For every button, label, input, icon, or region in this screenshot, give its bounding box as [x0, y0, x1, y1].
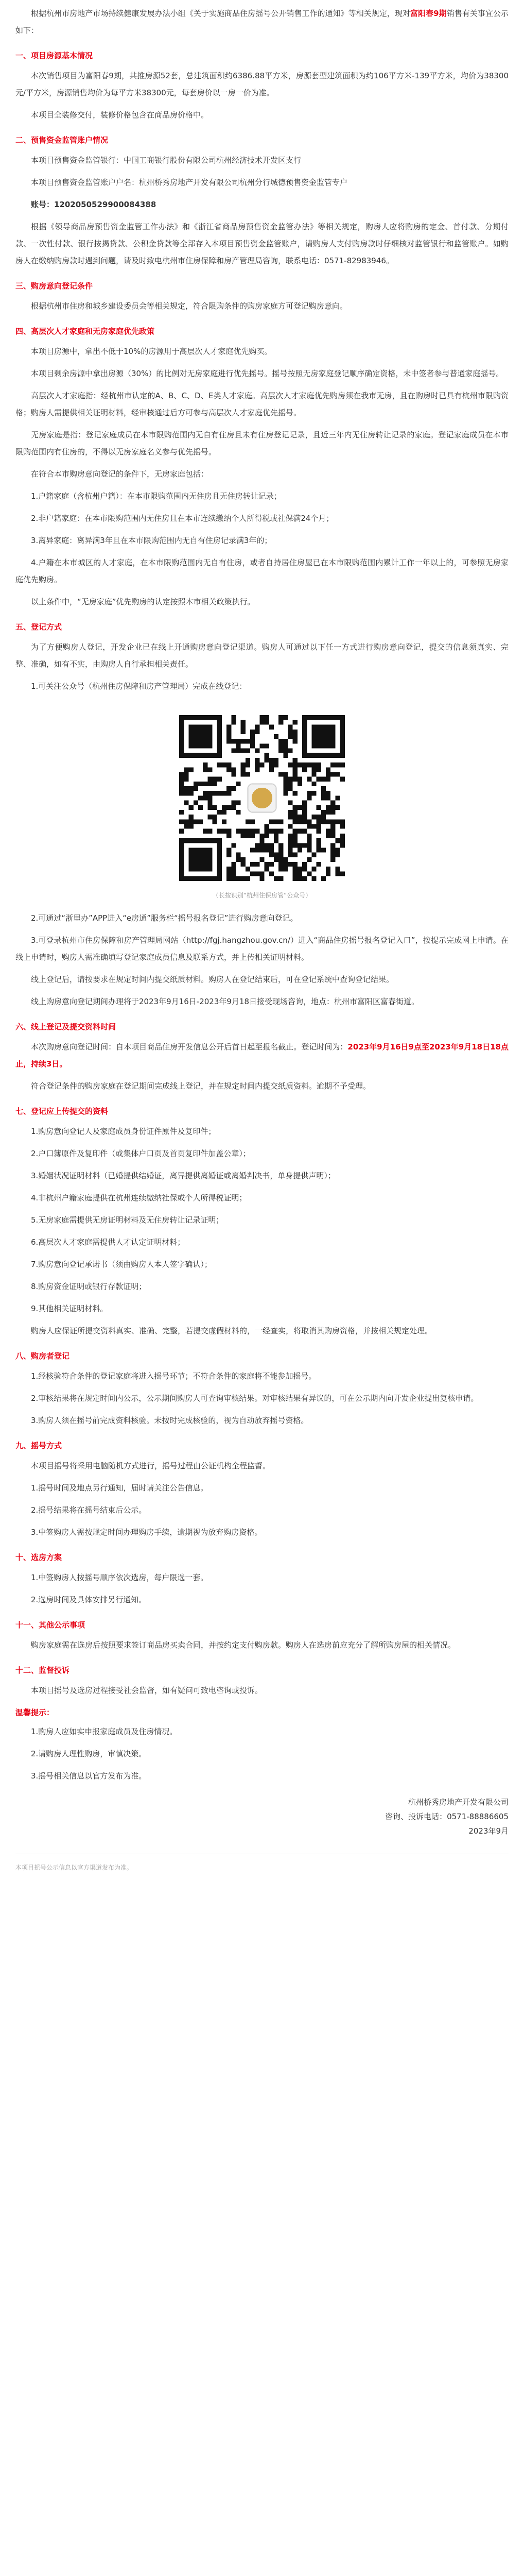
- section-title-6: 六、线上登记及提交资料时间: [15, 1022, 116, 1031]
- section-10-p2: 2.选房时间及具体安排另行通知。: [31, 1595, 147, 1604]
- section-2-line: 根据《领导商品房预售资金监管工作办法》和《浙江省商品房预售资金监管办法》等相关规定，购房人应将购房的定金、首付款、分期付款、一次性付款、银行按揭贷款、公积金贷款等全部存入本项目预售资金监管账户，请购房人支付购房款时仔细核对监管银行和监管账户。如购房人在缴纳购房款时遇到问题，请及时致电杭州市住房保障和房产管理局咨询，联系电话：0571-82983946。: [15, 222, 509, 265]
- section-title-3: 三、购房意向登记条件: [15, 281, 93, 291]
- section-7-list-item: 6.高层次人才家庭需提供人才认定证明材料；: [31, 1238, 185, 1247]
- section-7-list-item: 1.购房意向登记人及家庭成员身份证件原件及复印件；: [31, 1127, 216, 1136]
- section-9-p3: 2.摇号结果将在摇号结束后公示。: [31, 1505, 147, 1515]
- section-2-line: 本项目预售资金监管银行：中国工商银行股份有限公司杭州经济技术开发区支行: [31, 156, 302, 165]
- section-title-10: 十、选房方案: [15, 1553, 62, 1562]
- section-12-p1: 本项目摇号及选房过程接受社会监督，如有疑问可致电咨询或投诉。: [31, 1686, 263, 1695]
- section-title-9: 九、摇号方式: [15, 1441, 62, 1450]
- section-11-p1: 购房家庭需在选房后按照要求签订商品房买卖合同，并按约定支付购房款。购房人在选房前应充分了解所购房屋的相关情况。: [31, 1640, 456, 1650]
- qr-caption: （长按识别“杭州住保房管”公众号）: [212, 892, 312, 899]
- section-4-list-item: 4.户籍在本市城区的人才家庭，在本市限购范围内无自有住房，或者自持居住房屋已在本市限购范围内累计工作一年以上的，可参照无房家庭优先购房。: [15, 558, 509, 584]
- section-title-7: 七、登记应上传提交的资料: [15, 1107, 109, 1116]
- registration-time: 2023年9月16日9点至2023年9月18日18点止，持续3日。: [15, 1042, 509, 1069]
- section-4-p6: 以上条件中，“无房家庭”优先购房的认定按照本市相关政策执行。: [31, 597, 255, 606]
- section-4-p3: 高层次人才家庭指：经杭州市认定的A、B、C、D、E类人才家庭。高层次人才家庭优先购房须在我市无房，且在购房时已具有杭州市限购资格；购房人需提供相关证明材料，经审核通过后方可参与高层次人才家庭优先摇号。: [15, 391, 509, 417]
- section-9-p2: 1.摇号时间及地点另行通知，届时请关注公告信息。: [31, 1483, 208, 1493]
- section-5-p1: 为了方便购房人登记，开发企业已在线上开通购房意向登记渠道。购房人可通过以下任一方式进行购房意向登记，提交的信息须真实、完整、准确，如有不实，由购房人自行承担相关责任。: [15, 642, 509, 669]
- section-10-p1: 1.中签购房人按摇号顺序依次选房，每户限选一套。: [31, 1573, 208, 1582]
- section-6-p1: 本次购房意向登记时间：自本项目商品住房开发信息公开后首日起至报名截止。登记时间为：2023年9月16日9点至2023年9月18日18点止，持续3日。: [15, 1042, 509, 1069]
- notice-item: 2.请购房人理性购房，审慎决策。: [31, 1749, 147, 1758]
- section-5-p5: 线上登记后，请按要求在规定时间内提交纸质材料。购房人在登记结束后，可在登记系统中查询登记结果。: [31, 975, 394, 984]
- section-8-p2: 2.审核结果将在规定时间内公示，公示期间购房人可查询审核结果。对审核结果有异议的，可在公示期内向开发企业提出复核申请。: [31, 1394, 479, 1403]
- section-4-list-item: 3.离异家庭：离异满3年且在本市限购范围内无自有住房记录满3年的；: [31, 536, 272, 545]
- section-5-p3: 2.可通过“浙里办”APP进入“e房通”服务栏“摇号报名登记”进行购房意向登记。: [31, 913, 298, 923]
- section-title-4: 四、高层次人才家庭和无房家庭优先政策: [15, 327, 155, 336]
- section-7-list-item: 4.非杭州户籍家庭提供在杭州连续缴纳社保或个人所得税证明；: [31, 1193, 247, 1202]
- section-7-list-item: 7.购房意向登记承诺书（须由购房人本人签字确认）；: [31, 1260, 212, 1269]
- section-4-list-item: 2.非户籍家庭：在本市限购范围内无住房且在本市连续缴纳个人所得税或社保满24个月；: [31, 514, 334, 523]
- section-7-list-item: 9.其他相关证明材料。: [31, 1304, 108, 1313]
- section-title-12: 十二、监督投诉: [15, 1666, 70, 1675]
- section-1-p1: 本次销售项目为富阳春9期，共推房源52套，总建筑面积约6386.88平方米，房源套型建筑面积为约106平方米-139平方米，均价为38300元/平方米，房源销售均价为每平方米38300元，每套房价以一房一价为准。: [15, 71, 509, 97]
- sign-date: 2023年9月: [468, 1826, 509, 1836]
- section-2-line: 本项目预售资金监管账户户名：杭州桥秀房地产开发有限公司杭州分行城德预售资金监管专户: [31, 178, 348, 187]
- sign-phone: 咨询、投诉电话：0571-88886605: [385, 1812, 509, 1821]
- section-4-list-item: 1.户籍家庭（含杭州户籍）：在本市限购范围内无住房且无住房转让记录；: [31, 492, 282, 501]
- section-7-list-item: 8.购房资金证明或银行存款证明；: [31, 1282, 147, 1291]
- section-5-p2: 1.可关注公众号（杭州住房保障和房产管理局）完成在线登记：: [31, 682, 247, 691]
- section-title-2: 二、预售资金监管账户情况: [15, 135, 109, 145]
- section-9-p4: 3.中签购房人需按规定时间办理购房手续，逾期视为放弃购房资格。: [31, 1528, 263, 1537]
- sign-org: 杭州桥秀房地产开发有限公司: [408, 1798, 509, 1807]
- section-7-list-item: 5.无房家庭需提供无房证明材料及无住房转让记录证明；: [31, 1215, 224, 1225]
- section-6-p2: 符合登记条件的购房家庭在登记期间完成线上登记，并在规定时间内提交纸质资料。逾期不予受理。: [31, 1081, 371, 1091]
- section-4-p2: 本项目剩余房源中拿出房源（30%）的比例对无房家庭进行优先摇号。摇号按照无房家庭登记顺序确定资格，未中签者参与普通家庭摇号。: [31, 369, 504, 378]
- notice-item: 3.摇号相关信息以官方发布为准。: [31, 1771, 147, 1781]
- intro-paragraph: 根据杭州市房地产市场持续健康发展办法小组《关于实施商品住房摇号公开销售工作的通知》等相关规定，现对富阳春9期销售有关事宜公示如下：: [15, 9, 509, 35]
- section-title-1: 一、项目房源基本情况: [15, 51, 93, 60]
- section-title-11: 十一、其他公示事项: [15, 1620, 85, 1630]
- section-9-p1: 本项目摇号将采用电脑随机方式进行，摇号过程由公证机构全程监督。: [31, 1461, 271, 1470]
- section-7-list-item: 2.户口簿原件及复印件（或集体户口页及首页复印件加盖公章）；: [31, 1149, 251, 1158]
- notice-title: 温馨提示：: [15, 1708, 55, 1717]
- section-7-p1: 购房人应保证所提交资料真实、准确、完整，若提交虚假材料的，一经查实，将取消其购房资格，并按相关规定处理。: [31, 1326, 433, 1335]
- notice-item: 1.购房人应如实申报家庭成员及住房情况。: [31, 1727, 178, 1736]
- section-title-5: 五、登记方式: [15, 622, 62, 632]
- section-title-8: 八、购房者登记: [15, 1351, 70, 1361]
- section-3-p1: 根据杭州市住房和城乡建设委员会等相关规定，符合限购条件的购房家庭方可登记购房意向。: [31, 301, 348, 311]
- section-7-list-item: 3.婚姻状况证明材料（已婚提供结婚证，离异提供离婚证或离婚判决书，单身提供声明）；: [31, 1171, 336, 1180]
- section-4-p5: 在符合本市购房意向登记的条件下，无房家庭包括：: [31, 469, 209, 479]
- section-5-p4: 3.可登录杭州市住房保障和房产管理局网站（http://fgj.hangzhou.gov.cn/）进入“商品住房摇号报名登记入口”，按提示完成网上申请。在线上申请时，购房人需准确填写登记家庭成员信息及联系方式，并上传相关证明材料。: [15, 936, 509, 962]
- section-5-p6: 线上购房意向登记期间办理将于2023年9月16日-2023年9月18日接受现场咨询，地点：杭州市富阳区富春街道。: [31, 997, 420, 1006]
- section-1-p2: 本项目全装修交付，装修价格包含在商品房价格中。: [31, 110, 209, 120]
- signature-block: [15, 1795, 509, 1838]
- qr-code-block: [15, 710, 509, 886]
- project-name: 富阳春9期: [410, 9, 447, 18]
- qr-code-icon[interactable]: [174, 710, 350, 886]
- section-2-account: 账号：1202050529900084388: [31, 200, 156, 209]
- section-4-p1: 本项目房源中，拿出不低于10%的房源用于高层次人才家庭优先购买。: [31, 347, 272, 356]
- section-4-p4: 无房家庭是指：登记家庭成员在本市限购范围内无自有住房且未有住房登记记录，且近三年内无住房转让记录的家庭。登记家庭成员在本市限购范围内有住房的，不得以无房家庭名义参与优先摇号。: [15, 430, 509, 456]
- section-8-p3: 3.购房人须在摇号前完成资料核验。未按时完成核验的，视为自动放弃摇号资格。: [31, 1416, 309, 1425]
- footnote: 本项目摇号公示信息以官方渠道发布为准。: [15, 1854, 509, 1874]
- section-8-p1: 1.经核验符合条件的登记家庭将进入摇号环节；不符合条件的家庭将不能参加摇号。: [31, 1371, 317, 1381]
